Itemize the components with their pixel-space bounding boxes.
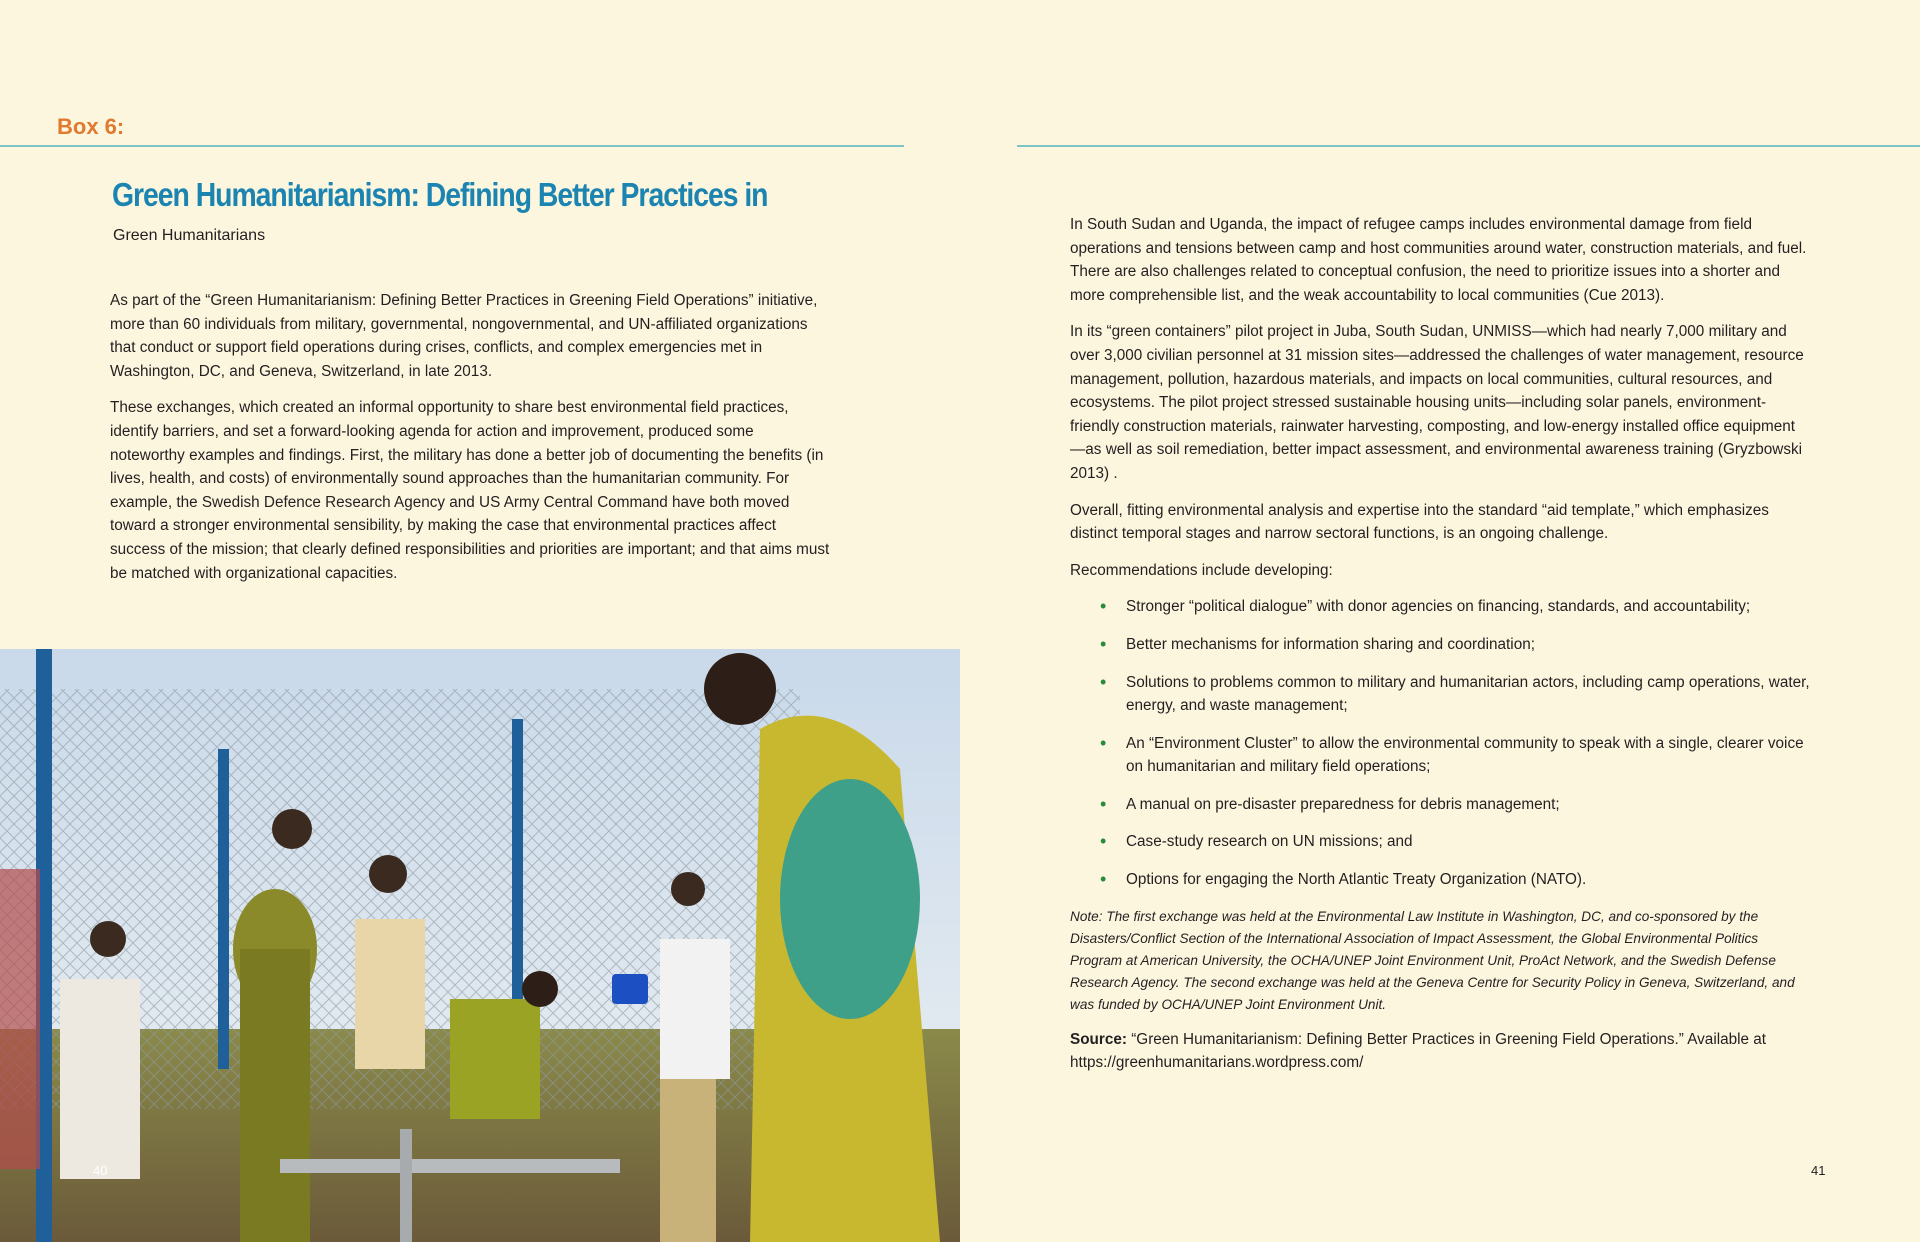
right-paragraph-2: In its “green containers” pilot project in Juba, South Sudan, UNMISS—which had nearly 7,000 military and over 3,000 civilian personnel at 31 mission sites—addressed the challenges of water management, resource management, pollution, hazardous materials, and impacts on local communities, cultural resources, and ecosystems. The pilot project stressed sustainable housing units—including solar panels, environment-friendly construction materials, rainwater harvesting, composting, and low-energy installed office equipment—as well as soil remediation, better impact assessment, and environmental awareness training (Gryzbowski 2013) . bbox=[1070, 323, 1804, 482]
left-body-text bbox=[110, 289, 830, 598]
bullet-icon: • bbox=[1100, 596, 1107, 617]
bullet-icon: • bbox=[1100, 869, 1107, 890]
bullet-icon: • bbox=[1100, 633, 1107, 654]
right-page bbox=[960, 0, 1920, 1242]
photo-women-at-water-pipe bbox=[0, 649, 960, 1242]
list-item: • Stronger “political dialogue” with donor agencies on financing, standards, and accountability; bbox=[1100, 595, 1810, 619]
box-label: Box 6: bbox=[57, 114, 125, 139]
right-paragraph-3: Overall, fitting environmental analysis and expertise into the standard “aid template,” which emphasizes distinct temporal stages and narrow sectoral functions, is an ongoing challenge. bbox=[1070, 501, 1769, 543]
header-rule-left bbox=[0, 145, 904, 147]
right-body-text bbox=[1070, 213, 1810, 1075]
right-paragraph-1: In South Sudan and Uganda, the impact of refugee camps includes environmental damage from field operations and tensions between camp and host communities around water, construction materials, and fuel. There are also challenges related to conceptual confusion, the need to prioritize issues into a shorter and more comprehensible list, and the weak accountability to local communities (Cue 2013). bbox=[1070, 216, 1807, 304]
source-citation bbox=[1070, 1028, 1810, 1075]
page-number-right: 41 bbox=[1811, 1163, 1826, 1178]
list-item: • A manual on pre-disaster preparedness for debris management; bbox=[1100, 793, 1810, 817]
page-number-left: 40 bbox=[93, 1163, 108, 1178]
bullet-icon: • bbox=[1100, 793, 1107, 814]
footnote: Note: The first exchange was held at the Environmental Law Institute in Washington, DC, and co-sponsored by the Disasters/Conflict Section of the International Association of Impact Assessment, the Global Environmental Politics Program at American University, the OCHA/UNEP Joint Environment Unit, ProAct Network, and the Swedish Defense Research Agency. The second exchange was held at the Geneva Centre for Security Policy in Geneva, Switzerland, and was funded by OCHA/UNEP Joint Environment Unit. bbox=[1070, 908, 1795, 1012]
left-paragraph-1: As part of the “Green Humanitarianism: Defining Better Practices in Greening Field Operations” initiative, more than 60 individuals from military, governmental, nongovernmental, and UN-affiliated organizations that conduct or support field operations during crises, conflicts, and complex emergencies met in Washington, DC, and Geneva, Switzerland, in late 2013. bbox=[110, 292, 818, 380]
box-title: Green Humanitarianism: Defining Better Practices in bbox=[112, 176, 768, 213]
list-item: • Better mechanisms for information sharing and coordination; bbox=[1100, 633, 1810, 657]
recommendations-intro: Recommendations include developing: bbox=[1070, 561, 1333, 579]
bullet-icon: • bbox=[1100, 732, 1107, 753]
list-item: • Case-study research on UN missions; and bbox=[1100, 830, 1810, 854]
header-rule-right bbox=[1017, 145, 1920, 147]
source-label: Source: bbox=[1070, 1030, 1127, 1048]
list-item: • Solutions to problems common to military and humanitarian actors, including camp operations, water, energy, and waste management; bbox=[1100, 671, 1810, 715]
source-text: “Green Humanitarianism: Defining Better Practices in Greening Field Operations.” Available at https://greenhumanitarians.wordpress.com/ bbox=[1070, 1030, 1767, 1072]
left-paragraph-2: These exchanges, which created an informal opportunity to share best environmental field practices, identify barriers, and set a forward-looking agenda for action and improvement, produced some noteworthy examples and findings. First, the military has done a better job of documenting the benefits (in lives, health, and costs) of environmentally sound approaches than the humanitarian community. For example, the Swedish Defence Research Agency and US Army Central Command have both moved toward a stronger environmental sensibility, by making the case that environmental practices affect success of the mission; that clearly defined responsibilities and priorities are important; and that aims must be matched with organizational capacities. bbox=[110, 399, 830, 582]
box-subtitle: Green Humanitarians bbox=[113, 227, 266, 244]
list-item: • An “Environment Cluster” to allow the environmental community to speak with a single, clearer voice on humanitarian and military field operations; bbox=[1100, 732, 1804, 776]
bullet-icon: • bbox=[1100, 831, 1107, 852]
recommendations-list bbox=[1070, 595, 1810, 891]
bullet-icon: • bbox=[1100, 671, 1107, 692]
list-item: • Options for engaging the North Atlantic Treaty Organization (NATO). bbox=[1100, 868, 1810, 892]
